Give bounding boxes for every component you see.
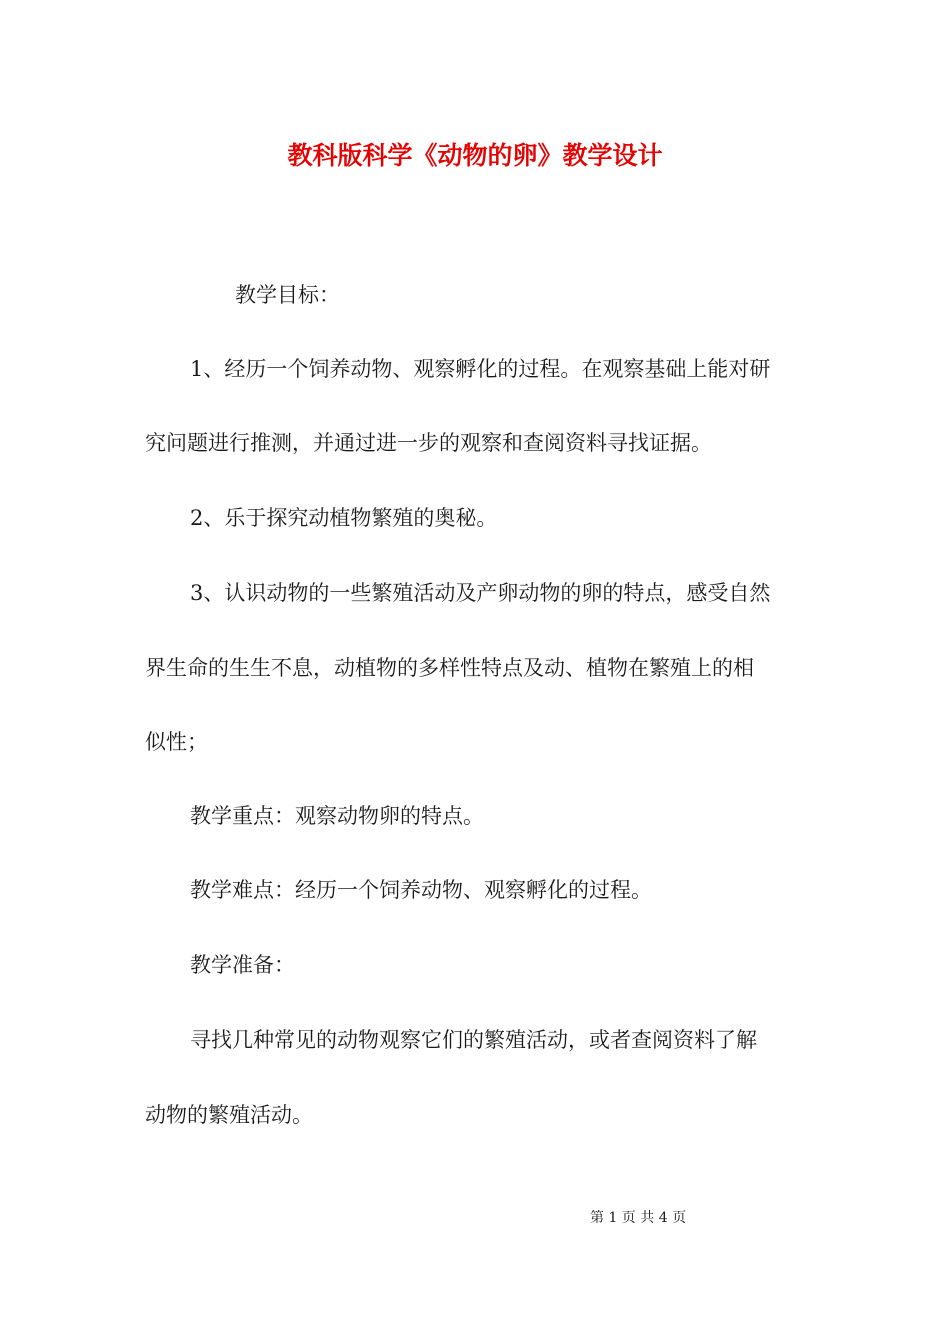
key-point-line: 教学重点：观察动物卵的特点。 [190, 804, 484, 828]
paragraph-line: 寻找几种常见的动物观察它们的繁殖活动，或者查阅资料了解 [190, 1028, 757, 1052]
page-footer: 第 1 页 共 4 页 [590, 1210, 687, 1226]
paragraph-line: 3、认识动物的一些繁殖活动及产卵动物的卵的特点，感受自然 [190, 581, 771, 605]
paragraph-line: 似性； [145, 730, 208, 754]
heading-preparation: 教学准备： [190, 953, 295, 977]
paragraph-line: 1、经历一个饲养动物、观察孵化的过程。在观察基础上能对研 [190, 357, 771, 381]
heading-objectives: 教学目标： [235, 283, 340, 307]
document-title: 教科版科学《动物的卵》教学设计 [287, 141, 663, 170]
difficulty-line: 教学难点：经历一个饲养动物、观察孵化的过程。 [190, 878, 652, 902]
paragraph-line: 究问题进行推测，并通过进一步的观察和查阅资料寻找证据。 [145, 431, 712, 455]
paragraph-line: 界生命的生生不息，动植物的多样性特点及动、植物在繁殖上的相 [145, 656, 754, 680]
paragraph-line: 2、乐于探究动植物繁殖的奥秘。 [190, 506, 498, 530]
paragraph-line: 动物的繁殖活动。 [145, 1103, 313, 1127]
